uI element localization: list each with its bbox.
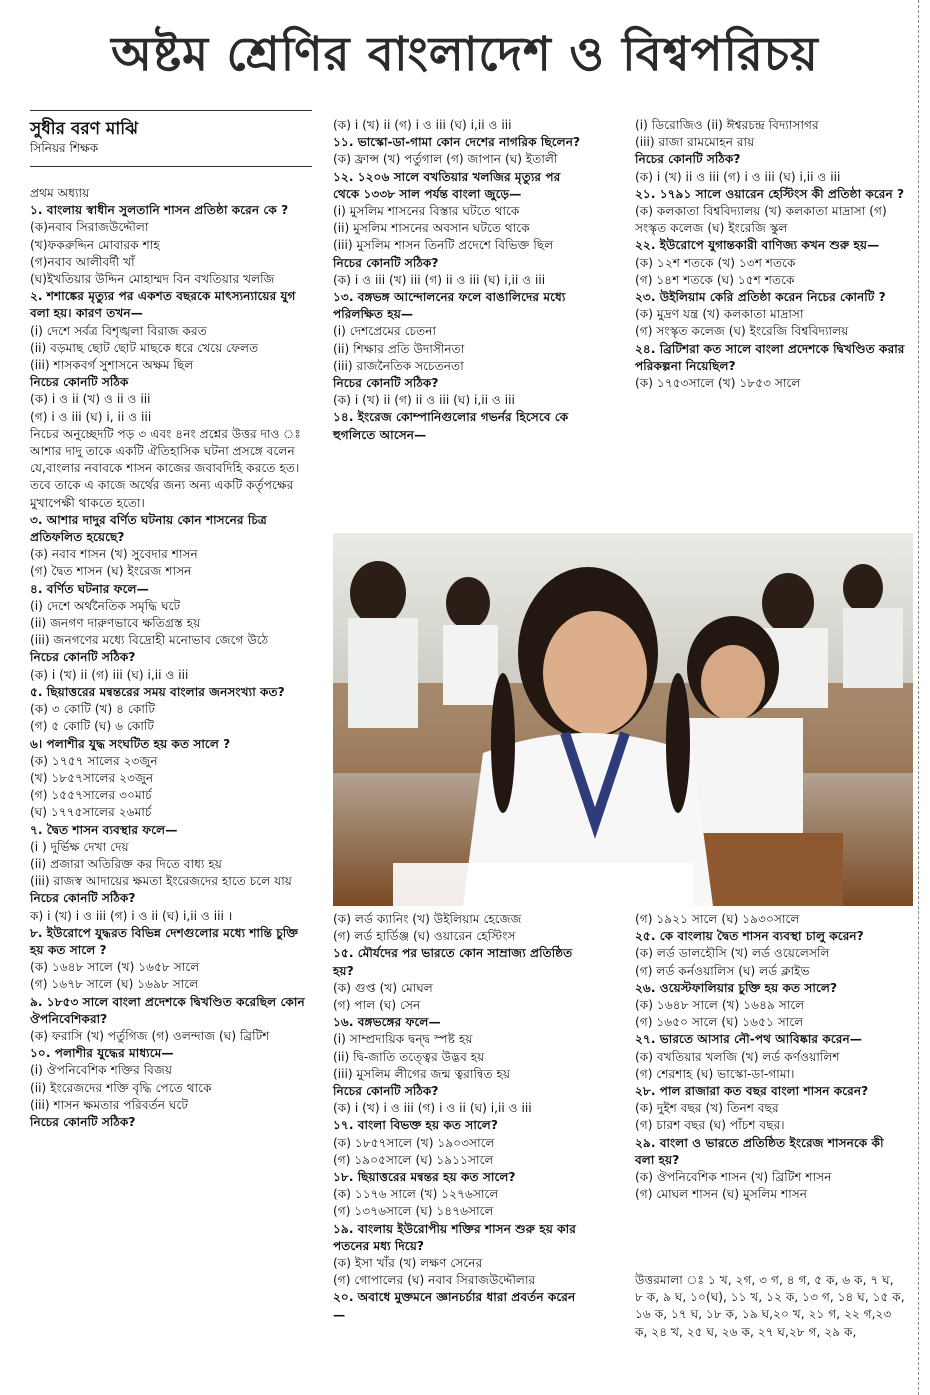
- text-line: (ক) ১৮৫৭সালে (খ) ১৯০৩সালে: [333, 1135, 495, 1150]
- text-line: (গ) মোঘল শাসন (ঘ) মুসলিম শাসন: [635, 1187, 808, 1202]
- students-exam-image: [333, 533, 913, 906]
- question-line: ১৪. ইংরেজ কোম্পানিগুলোর গভর্নর হিসেবে কে হুগলিতে আসেন—: [333, 410, 569, 442]
- text-line: (ক) দুইশ বছর (খ) তিনশ বছর: [635, 1101, 779, 1116]
- question-line: নিচের কোনটি সঠিক?: [635, 152, 741, 167]
- text-line: (i) দেশে সর্বত্র বিশৃঙ্খলা বিরাজ করত: [30, 323, 207, 338]
- text-line: (ক) ৩ কোটি (খ) ৪ কোটি: [30, 702, 156, 717]
- text-line: (গ) গোপালের (ঘ) নবাব সিরাজউদ্দৌলার: [333, 1273, 536, 1288]
- question-line: ২২. ইউরোপে যুগান্তকারী বাণিজ্য কখন শুরু হয়—: [635, 238, 880, 253]
- text-line: (ii) বড়মাছ ছোট ছোট মাছকে ধরে খেয়ে ফেলত: [30, 340, 259, 355]
- question-line: ২১. ১৭৯১ সালে ওয়ারেন হেস্টিংস কী প্রতিষ্ঠা করেন ?: [635, 186, 905, 201]
- question-line: ১০. পলাশীর যুদ্ধের মাধ্যমে—: [30, 1046, 174, 1061]
- question-line: ১৯. বাংলায় ইউরোপীয় শক্তির শাসন শুরু হয় কার পতনের মধ্য দিয়ে?: [333, 1221, 576, 1253]
- question-line: ৯. ১৮৫৩ সালে বাংলা প্রদেশকে দ্বিখণ্ডিত করেছিল কোন ঔপনিবেশিকরা?: [30, 994, 305, 1026]
- text-line: ক) i (খ) i ও iii (গ) i ও ii (ঘ) i,ii ও iii ।: [30, 908, 233, 923]
- text-line: (ক) i ও iii (খ) iii (গ) ii ও iii (ঘ) i,ii ও iii: [333, 272, 546, 287]
- text-line: (i) ডিরোজিও (ii) ঈশ্বরচন্দ্র বিদ্যাসাগর: [635, 118, 819, 132]
- text-line: (গ) শেরশাহ (ঘ) ভাস্কো-ডা-গামা।: [635, 1066, 795, 1081]
- text-line: (iii) রাজস্ব আদায়ের ক্ষমতা ইংরেজদের হাতে চলে যায়: [30, 874, 292, 889]
- text-line: (i ) দুর্ভিক্ষ দেখা দেয়: [30, 839, 129, 854]
- text-line: (ক) ১৭৫৩সালে (খ) ১৮৫৩ সালে: [635, 376, 801, 391]
- text-line: (ক) ১৬৪৮ সালে (খ) ১৬৪৯ সালে: [635, 998, 805, 1013]
- author-name: সুধীর বরণ মাঝি: [30, 119, 139, 139]
- text-line: (গ)নবাব আলীবর্দী খাঁ: [30, 254, 135, 269]
- text-line: (ক) ফ্রান্স (খ) পর্তুগাল (গ) জাপান (ঘ) ইতালী: [333, 152, 558, 167]
- question-line: ২. শশাঙ্কের মৃত্যুর পর একশত বছরকে মাৎস্যন্যায়ের যুগ বলা হয়। কারণ তখন—: [30, 289, 296, 321]
- text-line: (i) ঔপনিবেশিক শক্তির বিজয়: [30, 1063, 173, 1078]
- question-line: ১৩. বঙ্গভঙ্গ আন্দোলনের ফলে বাঙালিদের মধ্যে পরিলক্ষিত হয়—: [333, 290, 566, 322]
- text-line: (গ) ১৪শ শতকে (ঘ) ১৫শ শতকে: [635, 272, 795, 287]
- text-line: (গ) দ্বৈত শাসন (ঘ) ইংরেজ শাসন: [30, 564, 192, 579]
- text-line: (iii) শাসন ক্ষমতার পরিবর্তন ঘটে: [30, 1097, 188, 1112]
- text-line: (ক) i ও ii (খ) ও ii ও iii: [30, 392, 151, 407]
- text-line: (ক) ঔপনিবেশিক শাসন (খ) ব্রিটিশ শাসন: [635, 1170, 832, 1185]
- column-rule: [918, 0, 919, 1395]
- text-line: (ক) ১৭৫৭ সালের ২৩জুন: [30, 753, 158, 768]
- column-3-top: [635, 117, 905, 392]
- text-line: (iii) মুসলিম শাসন তিনটি প্রদেশে বিভিক্ত ছিল: [333, 238, 554, 253]
- text-line: (ক) ১১৭৬ সালে (খ) ১২৭৬সালে: [333, 1187, 499, 1202]
- question-line: ২৬. ওয়েস্টফালিয়ার চুক্তি হয় কত সালে?: [635, 980, 838, 995]
- text-line: (i) দেশে অর্থনৈতিক সমৃদ্ধি ঘটে: [30, 598, 181, 613]
- text-line: (ক) লর্ড ক্যানিং (খ) উইলিয়াম হেজেজ: [333, 912, 522, 926]
- text-line: (গ) ১৯০৫সালে (ঘ) ১৯১১সালে: [333, 1152, 494, 1167]
- question-line: ৬। পলাশীর যুদ্ধ সংঘটিত হয় কত সালে ?: [30, 736, 231, 751]
- text-line: (গ) সংস্কৃত কলেজ (ঘ) ইংরেজি বিশ্ববিদ্যালয়: [635, 324, 849, 339]
- question-line: ৮. ইউরোপে যুদ্ধরত বিভিন্ন দেশগুলোর মধ্যে শান্তি চুক্তি হয় কত সালে ?: [30, 925, 299, 957]
- column-2-top: [333, 117, 583, 444]
- text-line: (গ) চারশ বছর (ঘ) পাঁচশ বছর।: [635, 1118, 785, 1133]
- text-line: (ক) নবাব শাসন (খ) সুবেদার শাসন: [30, 547, 198, 562]
- text-line: (ii) জনগণ দারুণভাবে ক্ষতিগ্রস্ত হয়: [30, 616, 201, 631]
- text-line: (ক) বখতিয়ার খলজি (খ) লর্ড কর্ণওয়ালিশ: [635, 1049, 840, 1064]
- text-line: (গ) ১৯২১ সালে (ঘ) ১৯৩০সালে: [635, 912, 800, 926]
- text-line: (ii) মুসলিম শাসনের অবসান ঘটতে থাকে: [333, 221, 530, 236]
- text-line: (iii) রাজা রামমোহন রায়: [635, 135, 755, 150]
- question-line: নিচের কোনটি সঠিক?: [30, 650, 136, 665]
- exam-photo: [333, 533, 913, 906]
- question-line: ৫. ছিয়াত্তরের মন্বন্তরের সময় বাংলার জনসংখ্যা কত?: [30, 684, 285, 699]
- question-line: ২৩. উইলিয়াম কেরি প্রতিষ্ঠা করেন নিচের কোনটি ?: [635, 290, 886, 305]
- text-line: (গ) পাল (ঘ) সেন: [333, 998, 421, 1013]
- text-line: (ক) লর্ড ডালহৌসি (খ) লর্ড ওয়েলেসলি: [635, 946, 830, 961]
- text-line: (ক)নবাব সিরাজউদ্দৌলা: [30, 220, 149, 235]
- text-line: (iii) রাজনৈতিক সচেতনতা: [333, 358, 464, 373]
- text-line: (গ) ১৬৭৮ সালে (ঘ) ১৬৯৮ সালে: [30, 977, 199, 992]
- text-line: (ক) i (খ) ii ও iii (গ) i ও iii (ঘ) i,ii ও iii: [635, 169, 841, 184]
- question-line: ১৭. বাংলা বিভক্ত হয় কত সালে?: [333, 1118, 498, 1133]
- text-line: (গ) লর্ড হার্ডিঞ্জ (ঘ) ওয়ারেন হেস্টিংস: [333, 929, 516, 944]
- text-line: (ii) দ্বি-জাতি তত্ত্বের উদ্ভব হয়: [333, 1049, 485, 1064]
- text-line: (ক) i (খ) ii (গ) iii (ঘ) i,ii ও iii: [30, 667, 189, 682]
- text-line: (iii) মুসলিম লীগের জন্ম ত্বরান্বিত হয়: [333, 1066, 511, 1081]
- question-line: নিচের কোনটি সঠিক?: [30, 891, 136, 906]
- question-line: ১৮. ছিয়াত্তরের মন্বন্তর হয় কত সালে?: [333, 1170, 516, 1185]
- question-line: ১৫. মৌর্যদের পর ভারতে কোন সাম্রাজ্য প্রতিষ্ঠিত হয়?: [333, 946, 573, 978]
- text-line: (ii) শিক্ষার প্রতি উদাসীনতা: [333, 341, 465, 356]
- question-line: নিচের কোনটি সঠিক?: [333, 255, 439, 270]
- question-line: নিচের কোনটি সঠিক?: [30, 1114, 136, 1129]
- text-line: (i) মুসলিম শাসনের বিস্তার ঘটতে থাকে: [333, 204, 520, 219]
- text-line: (গ) i ও iii (ঘ) i, ii ও iii: [30, 409, 152, 424]
- text-line: (ii) প্রজারা অতিরিক্ত কর দিতে বাধ্য হয়: [30, 856, 222, 871]
- question-line: ৭. দ্বৈত শাসন ব্যবস্থার ফলে—: [30, 822, 178, 837]
- question-line: নিচের কোনটি সঠিক?: [333, 376, 439, 391]
- text-line: (খ)ফকরুদ্দিন মোবারক শাহ: [30, 237, 160, 252]
- question-line: ১৬. বঙ্গভঙ্গের ফলে—: [333, 1015, 441, 1030]
- text-line: (ক) ১৬৪৮ সালে (খ) ১৬৫৮ সালে: [30, 960, 200, 975]
- text-line: (iii) জনগণের মধ্যে বিদ্রোহী মনোভাব জেগে উঠে: [30, 633, 269, 648]
- question-line: ২০. অবাধে মুক্তমনে জ্ঞানচর্চার ধারা প্রবর্তন করেন—: [333, 1290, 576, 1322]
- answer-key-text: উত্তরমালা ঃ ১ খ, ২গ, ৩ গ, ৪ গ, ৫ ক, ৬ ক, ৭ ঘ, ৮ ক, ৯ ঘ, ১০(ঘ), ১১ খ, ১২ ক, ১৩ গ, ১৪ ঘ, ১৫ ক, ১৬ ক, ১৭ ঘ, ১৮ ক, ১৯ ঘ,২০ খ, ২১ গ, ২২ গ,২৩ ক, ২৪ খ, ২৫ ঘ, ২৬ ক, ২৭ ঘ,২৮ গ, ২৯ ক,: [635, 1273, 905, 1339]
- text-line: (ক) কলকাতা বিশ্ববিদ্যালয় (খ) কলকাতা মাদ্রাসা (গ) সংস্কৃত কলেজ (ঘ) ইংরেজি স্কুল: [635, 204, 887, 236]
- question-line: ১২. ১২০৬ সালে বখতিয়ার খলজির মৃত্যুর পর থেকে ১৩৩৮ সাল পর্যন্ত বাংলা জুড়ে—: [333, 169, 561, 201]
- text-line: (ক) ইসা খাঁর (খ) লক্ষণ সেনের: [333, 1256, 483, 1271]
- question-line: ১. বাংলায় স্বাধীন সুলতানি শাসন প্রতিষ্ঠা করেন কে ?: [30, 203, 289, 218]
- column-2-bottom: [333, 911, 583, 1324]
- text-line: (ক) i (খ) i ও iii (গ) i ও ii (ঘ) i,ii ও iii: [333, 1101, 532, 1116]
- question-line: ২৯. বাংলা ও ভারতে প্রতিষ্ঠিত ইংরেজ শাসনকে কী বলা হয়?: [635, 1135, 884, 1167]
- question-line: নিচের কোনটি সঠিক?: [333, 1084, 439, 1099]
- author-rule-bottom: [30, 166, 312, 167]
- text-line: (ক) গুপ্ত (খ) মোঘল: [333, 980, 433, 995]
- text-line: (i) দেশপ্রেমের চেতনা: [333, 324, 437, 339]
- text-line: প্রথম অধ্যায়: [30, 186, 90, 200]
- question-line: ২৭. ভারতে আসার নৌ-পথ আবিষ্কার করেন—: [635, 1032, 862, 1047]
- question-line: ২৫. কে বাংলায় দ্বৈত শাসন ব্যবস্থা চালু করেন?: [635, 929, 864, 944]
- author-rule-top: [30, 110, 312, 111]
- column-1: [30, 185, 312, 1131]
- text-line: (ঘ) ১৭৭৫সালের ২৬মার্চ: [30, 805, 152, 820]
- text-line: (গ) ৫ কোটি (ঘ) ৬ কোটি: [30, 719, 155, 734]
- text-line: (ক) i (খ) ii (গ) i ও iii (ঘ) i,ii ও iii: [333, 118, 512, 132]
- text-line: (iii) শাসকবর্গ সুশাসনে অক্ষম ছিল: [30, 358, 194, 373]
- question-line: ২৮. পাল রাজারা কত বছর বাংলা শাসন করেন?: [635, 1084, 869, 1099]
- question-line: ২৪. ব্রিটিশরা কত সালে বাংলা প্রদেশকে দ্বিখণ্ডিত করার পরিকল্পনা নিয়েছিল?: [635, 341, 905, 373]
- text-line: (ক) মুদ্রণ যন্ত্র (খ) কলকাতা মাদ্রাসা: [635, 307, 804, 322]
- author-role: সিনিয়র শিক্ষক: [30, 141, 99, 155]
- column-3-bottom: [635, 911, 905, 1203]
- text-line: (ঘ)ইখতিয়ার উদ্দিন মোহাম্মদ বিন বখতিয়ার খলজি: [30, 272, 275, 287]
- text-line: নিচের অনুচ্ছেদটি পড় ৩ এবং ৪নং প্রশ্নের উত্তর দাও ঃ আশার দাদু তাকে একটি ঐতিহাসিক ঘটনা প্রসঙ্গে বলেন যে,বাংলার নবাবকে শাসন কাজের জবাবদিহি করতে হত। তবে তাকে এ কাজে অর্থের জন্য অন্য একটি কর্তৃপক্ষের মুখাপেক্ষী থাকতে হতো।: [30, 426, 301, 510]
- question-line: নিচের কোনটি সঠিক: [30, 375, 129, 390]
- question-line: ৩. আশার দাদুর বর্ণিত ঘটনায় কোন শাসনের চিত্র প্রতিফলিত হয়েছে?: [30, 512, 267, 545]
- text-line: (গ) লর্ড কর্নওয়ালিস (ঘ) লর্ড ক্লাইভ: [635, 963, 810, 978]
- text-line: (i) সাম্প্রদায়িক দ্বন্দ্ব স্পষ্ট হয়: [333, 1032, 473, 1047]
- text-line: (খ) ১৮৫৭সালের ২৩জুন: [30, 770, 154, 785]
- text-line: (ক) ১২শ শতকে (খ) ১৩শ শতকে: [635, 255, 796, 270]
- text-line: (ii) ইংরেজদের শক্তি বৃদ্ধি পেতে থাকে: [30, 1080, 212, 1095]
- text-line: (ক) i (খ) ii (গ) ii ও iii (ঘ) i,ii ও iii: [333, 393, 515, 408]
- question-line: ১১. ভাস্কো-ডা-গামা কোন দেশের নাগরিক ছিলেন?: [333, 135, 581, 150]
- page-title: অষ্টম শ্রেণির বাংলাদেশ ও বিশ্বপরিচয়: [111, 27, 819, 82]
- question-line: ৪. বর্ণিত ঘটনার ফলে—: [30, 581, 149, 596]
- author-block: [30, 118, 310, 156]
- text-line: (গ) ১৫৫৭সালের ৩০মার্চ: [30, 788, 152, 803]
- answer-key: [635, 1272, 905, 1341]
- text-line: (গ) ১৬৫০ সালে (ঘ) ১৬৫১ সালে: [635, 1015, 804, 1030]
- text-line: (গ) ১৩৭৬সালে (ঘ) ১৪৭৬সালে: [333, 1204, 494, 1219]
- text-line: (ক) ফরাসি (খ) পর্তুগিজ (গ) ওলন্দাজ (ঘ) ব্রিটিশ: [30, 1028, 270, 1043]
